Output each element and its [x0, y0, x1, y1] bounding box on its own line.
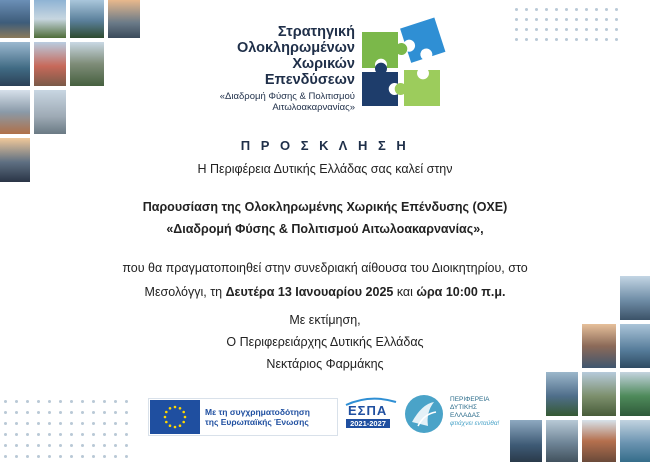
decorative-dot [48, 400, 51, 403]
region-emblem-icon [404, 394, 444, 434]
eu-cofunding-logo [148, 398, 338, 436]
decorative-dot [585, 38, 588, 41]
decorative-dot [48, 455, 51, 458]
photo-tile [0, 42, 30, 86]
decorative-dot [103, 400, 106, 403]
region-line-2: ΔΥΤΙΚΗΣ [450, 404, 478, 411]
region-line-1: ΠΕΡΙΦΕΡΕΙΑ [450, 396, 490, 403]
decorative-dot [525, 38, 528, 41]
decorative-dot [103, 422, 106, 425]
footer-logos [148, 392, 508, 440]
espa-label: ΕΣΠΑ [348, 403, 388, 418]
decorative-dot [535, 38, 538, 41]
decorative-dot [585, 8, 588, 11]
decorative-dot [37, 455, 40, 458]
region-slogan: φτιάχνει ενταύθα! [450, 420, 500, 427]
decorative-dot [81, 422, 84, 425]
decorative-dot [595, 38, 598, 41]
photo-tile [582, 372, 616, 416]
decorative-dot [81, 411, 84, 414]
puzzle-piece-lightgreen [395, 70, 440, 106]
decorative-dot [585, 18, 588, 21]
decorative-dot [70, 422, 73, 425]
eu-text-line-1: Με τη συγχρηματοδότηση [205, 407, 310, 417]
decorative-dot [4, 444, 7, 447]
decorative-dot [48, 411, 51, 414]
decorative-dot [15, 455, 18, 458]
puzzle-piece-green [362, 32, 407, 68]
decorative-dot [37, 444, 40, 447]
venue-city: Μεσολόγγι, τη [144, 285, 226, 299]
signer-title: Ο Περιφερειάρχης Δυτικής Ελλάδας [226, 335, 424, 349]
decorative-dot [545, 38, 548, 41]
decorative-dot [114, 455, 117, 458]
subtitle-line-1: «Διαδρομή Φύσης & Πολιτισμού [219, 91, 355, 102]
decorative-dot [4, 422, 7, 425]
decorative-dot [26, 411, 29, 414]
decorative-dot [515, 38, 518, 41]
decorative-dot [555, 28, 558, 31]
decorative-dot [114, 444, 117, 447]
puzzle-piece-blue [400, 18, 445, 63]
region-logo [404, 392, 514, 438]
photo-tile [546, 372, 578, 416]
decorative-dot [615, 18, 618, 21]
decorative-dot [81, 433, 84, 436]
decorative-dot [575, 38, 578, 41]
event-date: Δευτέρα 13 Ιανουαρίου 2025 [225, 285, 394, 299]
decorative-dot [545, 18, 548, 21]
decorative-dot [114, 433, 117, 436]
decorative-dot [92, 411, 95, 414]
region-line-3: ΕΛΛΑΔΑΣ [450, 412, 481, 419]
venue-line-1: που θα πραγματοποιηθεί στην συνεδριακή αίθουσα του Διοικητηρίου, στο [122, 261, 528, 275]
decorative-dot [92, 444, 95, 447]
decorative-dot [26, 433, 29, 436]
decorative-dot [103, 455, 106, 458]
decorative-dot [535, 28, 538, 31]
decorative-dot [15, 433, 18, 436]
decorative-dot [575, 18, 578, 21]
espa-years: 2021-2027 [346, 419, 390, 428]
title-line-3: Χωρικών Επενδύσεων [264, 56, 355, 88]
subtitle-line-2: Αιτωλοακαρνανίας» [272, 102, 355, 113]
decorative-dot [525, 18, 528, 21]
decorative-dot [92, 433, 95, 436]
decorative-dot [605, 8, 608, 11]
decorative-dot [70, 444, 73, 447]
decorative-dot [545, 8, 548, 11]
decorative-dot [70, 411, 73, 414]
decorative-dot [26, 455, 29, 458]
photo-tile [620, 420, 650, 462]
decorative-dot [59, 455, 62, 458]
decorative-dot [70, 433, 73, 436]
decorative-dot [114, 422, 117, 425]
decorative-dot [92, 455, 95, 458]
decorative-dot [595, 18, 598, 21]
decorative-dot [81, 455, 84, 458]
decorative-dot [595, 28, 598, 31]
decorative-dot [81, 444, 84, 447]
decorative-dot [555, 8, 558, 11]
decorative-dot [565, 38, 568, 41]
decorative-dot [92, 422, 95, 425]
photo-tile [546, 420, 578, 462]
decorative-dot [26, 444, 29, 447]
decorative-dot [535, 8, 538, 11]
title-line-2: Ολοκληρωμένων [236, 40, 355, 56]
decorative-dot [525, 8, 528, 11]
decorative-dot [545, 28, 548, 31]
decorative-dot [525, 28, 528, 31]
decorative-dot [114, 411, 117, 414]
decorative-dot [70, 400, 73, 403]
decorative-dot [575, 28, 578, 31]
decorative-dot [595, 8, 598, 11]
decorative-dot [515, 18, 518, 21]
decorative-dot [103, 411, 106, 414]
decorative-dot [48, 433, 51, 436]
decorative-dot [37, 422, 40, 425]
decorative-dot [59, 400, 62, 403]
decorative-dot [535, 18, 538, 21]
decorative-dot [4, 455, 7, 458]
event-time: ώρα 10:00 π.μ. [416, 285, 506, 299]
decorative-dot [585, 28, 588, 31]
espa-logo [340, 396, 400, 436]
decorative-dot [125, 422, 128, 425]
photo-tile [510, 420, 542, 462]
title-line-1: Στρατηγική [277, 24, 355, 40]
photo-tile [620, 324, 650, 368]
decorative-dot [37, 433, 40, 436]
photo-tile [620, 372, 650, 416]
decorative-dot [515, 8, 518, 11]
decorative-dot [48, 444, 51, 447]
decorative-dot [4, 411, 7, 414]
decorative-dot [70, 455, 73, 458]
regards-text: Με εκτίμηση, [289, 313, 361, 327]
eu-text-line-2: της Ευρωπαϊκής Ένωσης [205, 417, 309, 427]
event-title-line-2: «Διαδρομή Φύσης & Πολιτισμού Αιτωλοακαρνανίας», [166, 222, 484, 236]
decorative-dot [15, 422, 18, 425]
decorative-dot [565, 18, 568, 21]
decorative-dot [125, 455, 128, 458]
photo-tile [108, 0, 140, 38]
photo-tile [34, 42, 66, 86]
decorative-dot [59, 422, 62, 425]
puzzle-piece-navy [362, 63, 398, 106]
decorative-dots-right [515, 8, 635, 48]
decorative-dot [59, 444, 62, 447]
photo-tile [70, 0, 104, 38]
decorative-dot [615, 8, 618, 11]
decorative-dot [565, 8, 568, 11]
decorative-dot [125, 444, 128, 447]
decorative-dot [15, 411, 18, 414]
decorative-dot [103, 433, 106, 436]
decorative-dot [4, 433, 7, 436]
decorative-dot [48, 422, 51, 425]
decorative-dot [555, 38, 558, 41]
photo-tile [34, 0, 66, 38]
decorative-dot [575, 8, 578, 11]
eu-flag-icon [150, 400, 200, 434]
decorative-dot [81, 400, 84, 403]
decorative-dot [37, 411, 40, 414]
photo-tile [620, 276, 650, 320]
decorative-dot [92, 400, 95, 403]
decorative-dot [26, 422, 29, 425]
decorative-dot [15, 444, 18, 447]
decorative-dot [565, 28, 568, 31]
photo-tile [0, 0, 30, 38]
and-word: και [393, 285, 417, 299]
strategy-title [205, 24, 355, 113]
decorative-dot [615, 38, 618, 41]
decorative-dot [4, 400, 7, 403]
decorative-dot [37, 400, 40, 403]
decorative-dot [125, 400, 128, 403]
decorative-dot [114, 400, 117, 403]
decorative-dot [605, 28, 608, 31]
signer-name: Νεκτάριος Φαρμάκης [266, 357, 384, 371]
date-time-line [60, 285, 590, 299]
decorative-dot [59, 411, 62, 414]
decorative-dot [515, 28, 518, 31]
event-title-line-1: Παρουσίαση της Ολοκληρωμένης Χωρικής Επένδυσης (ΟΧΕ) [142, 200, 508, 214]
invitation-heading: Π Ρ Ο Σ Κ Λ Η Σ Η [240, 138, 410, 153]
decorative-dot [555, 18, 558, 21]
decorative-dot [26, 400, 29, 403]
decorative-dot [15, 400, 18, 403]
decorative-dot [59, 433, 62, 436]
decorative-dot [615, 28, 618, 31]
decorative-dot [103, 444, 106, 447]
puzzle-logo [358, 14, 450, 108]
photo-tile [582, 420, 616, 462]
decorative-dots-bottom [4, 400, 144, 460]
decorative-dot [125, 411, 128, 414]
invitation-intro: Η Περιφέρεια Δυτικής Ελλάδας σας καλεί στην [197, 162, 453, 176]
decorative-dot [605, 18, 608, 21]
decorative-dot [605, 38, 608, 41]
decorative-dot [125, 433, 128, 436]
photo-tile [70, 42, 104, 86]
